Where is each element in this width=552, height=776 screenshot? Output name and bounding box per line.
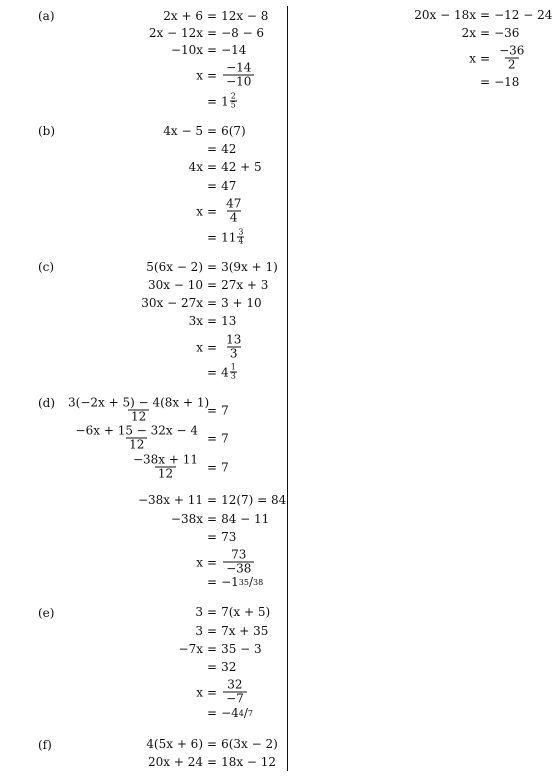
rhs-text: −14 [221, 43, 247, 57]
mixed-denominator: 38 [253, 577, 264, 587]
fraction [73, 425, 201, 452]
rhs-text: 6(7) [221, 124, 246, 138]
fraction [223, 198, 244, 225]
fraction-denominator: 3 [227, 347, 241, 361]
rhs-text: 6(3x − 2) [221, 737, 278, 751]
mixed-whole: 11 [221, 230, 237, 244]
rhs-text: 84 − 11 [221, 512, 270, 526]
lhs-text: 3 [195, 605, 203, 619]
rhs-text: 7x + 35 [221, 624, 269, 638]
equation-lhs [63, 260, 203, 274]
rhs-text: 12x − 8 [221, 9, 269, 23]
lhs-text: 2x − 12x [148, 26, 203, 40]
equation-lhs [63, 395, 210, 424]
equation-line [63, 296, 262, 310]
fraction-denominator: 12 [155, 467, 176, 481]
equation-line [63, 260, 278, 274]
equation-lhs [63, 737, 203, 751]
fraction [65, 397, 212, 424]
equation-rhs [494, 45, 529, 72]
mixed-number [221, 364, 237, 381]
equation-rhs [221, 403, 229, 417]
equals-sign: = [207, 431, 218, 445]
fraction-numerator: 1 [230, 362, 236, 372]
fraction-numerator: −6x + 15 − 32x − 4 [75, 423, 198, 438]
equation-lhs [63, 454, 203, 481]
equation-rhs [221, 642, 262, 656]
rhs-text: 12(7) = 84 [221, 493, 287, 507]
lhs-text: 30x − 27x [141, 296, 203, 310]
equals-sign: = [207, 142, 218, 156]
part-label: (c) [38, 260, 55, 274]
equation-line [63, 334, 246, 361]
lhs-text: 5(6x − 2) [146, 260, 203, 274]
equation-rhs [221, 364, 237, 381]
equation-line [336, 8, 552, 22]
equation-rhs [221, 660, 236, 674]
equation-line [63, 549, 256, 576]
fraction [223, 62, 254, 89]
equation-rhs [221, 260, 278, 274]
equation-lhs [63, 755, 203, 769]
equation-rhs [221, 142, 236, 156]
equation-line [63, 198, 246, 225]
equals-sign: = [480, 8, 491, 22]
equation-lhs [63, 160, 203, 174]
rhs-text: 18x − 12 [221, 755, 277, 769]
equation-rhs [221, 679, 249, 706]
mixed-numerator: 4 [238, 708, 244, 718]
rhs-text: 27x + 3 [221, 278, 269, 292]
equation-line [63, 660, 236, 674]
lhs-text: 4(5x + 6) [146, 737, 203, 751]
part-label: (b) [38, 124, 56, 138]
fraction-denominator: −10 [223, 75, 254, 89]
equation-rhs [221, 9, 268, 23]
rhs-text: 7 [221, 460, 229, 474]
equation-line [336, 26, 519, 40]
equals-sign: = [207, 340, 218, 354]
equals-sign: = [207, 605, 218, 619]
fraction-numerator: 73 [231, 547, 247, 562]
equals-sign: = [207, 555, 218, 569]
equation-rhs [221, 624, 268, 638]
fraction-numerator: 3(−2x + 5) − 4(8x + 1) [68, 395, 210, 410]
fraction-denominator: 4 [238, 236, 244, 246]
fraction-numerator: 2 [230, 91, 236, 101]
fraction-denominator: −7 [223, 692, 247, 706]
equation-rhs [221, 62, 256, 89]
equals-sign: = [207, 365, 218, 379]
mixed-whole: −4 [221, 706, 239, 720]
mixed-numerator: 35 [238, 577, 249, 587]
equation-line [63, 575, 263, 589]
equation-rhs [221, 93, 237, 110]
equation-line [63, 43, 246, 57]
lhs-text: 4x [188, 160, 203, 174]
rhs-text: 3 + 10 [221, 296, 262, 310]
equation-rhs [221, 43, 246, 57]
fraction-denominator: 3 [230, 371, 236, 381]
equation-lhs [63, 278, 203, 292]
fraction-denominator: 4 [227, 211, 241, 225]
equals-sign: = [207, 43, 218, 57]
mixed-number [221, 93, 237, 110]
equation-line [63, 179, 236, 193]
fraction-denominator: 12 [128, 410, 149, 424]
rhs-text: 42 + 5 [221, 160, 262, 174]
equation-rhs [221, 278, 268, 292]
lhs-text: −10x [170, 43, 203, 57]
fraction [496, 45, 527, 72]
rhs-text: −12 − 24 [494, 8, 552, 22]
lhs-text: 3x [188, 314, 203, 328]
equation-rhs [494, 8, 552, 22]
equation-lhs [63, 624, 203, 638]
part-label: (e) [38, 606, 55, 620]
equals-sign: = [207, 278, 218, 292]
equation-rhs [221, 493, 286, 507]
lhs-text: 30x − 10 [148, 278, 203, 292]
rhs-text: 7 [221, 431, 229, 445]
equation-rhs [221, 530, 236, 544]
equation-lhs [63, 555, 203, 569]
mixed-denominator: 7 [247, 708, 253, 718]
equation-rhs [221, 26, 264, 40]
fraction-slash: / [248, 575, 253, 589]
mixed-whole: 4 [221, 365, 229, 379]
equation-rhs [221, 605, 270, 619]
fraction [223, 679, 247, 706]
mixed-number [221, 706, 253, 720]
equation-lhs [63, 9, 203, 23]
equation-lhs [63, 642, 203, 656]
equation-lhs [63, 340, 203, 354]
equation-lhs [63, 425, 203, 452]
equals-sign: = [207, 530, 218, 544]
equation-rhs [494, 26, 519, 40]
mixed-whole: 1 [221, 94, 229, 108]
fraction [223, 334, 244, 361]
rhs-text: 7(x + 5) [221, 605, 271, 619]
equation-lhs [63, 512, 203, 526]
equals-sign: = [207, 179, 218, 193]
equation-line [336, 45, 529, 72]
fraction-numerator: −36 [499, 43, 525, 58]
lhs-text: −38x [170, 512, 203, 526]
lhs-text: x [196, 340, 203, 354]
equals-sign: = [207, 260, 218, 274]
equation-rhs [221, 460, 229, 474]
equation-line [63, 605, 270, 619]
fraction [230, 93, 237, 110]
fraction-denominator: 2 [505, 58, 519, 72]
lhs-text: 2x [461, 26, 476, 40]
equals-sign: = [207, 160, 218, 174]
equation-lhs [63, 685, 203, 699]
equation-lhs [63, 26, 203, 40]
fraction [230, 364, 237, 381]
equals-sign: = [207, 124, 218, 138]
equals-sign: = [207, 512, 218, 526]
equals-sign: = [207, 94, 218, 108]
equals-sign: = [207, 660, 218, 674]
equation-line [63, 642, 262, 656]
equation-rhs [221, 706, 253, 720]
equals-sign: = [207, 314, 218, 328]
equation-line [336, 75, 519, 89]
lhs-text: 2x + 6 [163, 9, 203, 23]
equation-rhs [221, 549, 256, 576]
equation-lhs [63, 204, 203, 218]
lhs-text: 3 [195, 624, 203, 638]
rhs-text: 13 [221, 314, 237, 328]
rhs-text: −36 [494, 26, 520, 40]
fraction-numerator: 3 [238, 227, 244, 237]
equation-rhs [221, 755, 276, 769]
rhs-text: 7 [221, 403, 229, 417]
equation-lhs [63, 493, 203, 507]
fraction-slash: / [243, 706, 248, 720]
equation-line [63, 93, 237, 110]
equals-sign: = [207, 9, 218, 23]
rhs-text: 42 [221, 142, 237, 156]
equation-line [63, 142, 236, 156]
equation-line [63, 9, 268, 23]
equation-line [63, 124, 246, 138]
fraction-numerator: −14 [226, 60, 252, 75]
equation-rhs [221, 512, 269, 526]
lhs-text: x [196, 555, 203, 569]
equation-line [63, 160, 262, 174]
mixed-number [221, 575, 263, 589]
column-divider [287, 6, 288, 771]
fraction-numerator: −38x + 11 [132, 452, 198, 467]
mixed-number [221, 229, 244, 246]
lhs-text: x [196, 204, 203, 218]
equation-line [63, 624, 268, 638]
fraction-denominator: 5 [230, 100, 236, 110]
equation-line [63, 278, 268, 292]
equation-line [63, 737, 278, 751]
equation-lhs [336, 26, 476, 40]
equation-line [63, 26, 264, 40]
equation-line [63, 314, 236, 328]
lhs-text: −38x + 11 [137, 493, 203, 507]
equals-sign: = [207, 68, 218, 82]
equation-lhs [63, 43, 203, 57]
equals-sign: = [207, 737, 218, 751]
fraction-denominator: 12 [126, 438, 147, 452]
part-label: (d) [38, 396, 56, 410]
equation-rhs [221, 124, 246, 138]
rhs-text: −8 − 6 [221, 26, 265, 40]
equation-lhs [63, 124, 203, 138]
equals-sign: = [207, 460, 218, 474]
fraction-numerator: 32 [227, 677, 243, 692]
equals-sign: = [207, 575, 218, 589]
equation-rhs [221, 160, 262, 174]
equation-lhs [63, 605, 203, 619]
fraction [223, 549, 254, 576]
equals-sign: = [480, 26, 491, 40]
equals-sign: = [207, 296, 218, 310]
equation-rhs [221, 575, 263, 589]
equation-line [63, 530, 236, 544]
mixed-whole: −1 [221, 575, 239, 589]
lhs-text: x [196, 685, 203, 699]
equals-sign: = [207, 624, 218, 638]
equation-line [63, 512, 269, 526]
equation-rhs [221, 198, 246, 225]
lhs-text: x [196, 68, 203, 82]
equals-sign: = [207, 755, 218, 769]
equation-line [63, 229, 244, 246]
equation-rhs [221, 179, 236, 193]
lhs-text: −7x [178, 642, 203, 656]
equation-rhs [221, 737, 278, 751]
fraction [237, 229, 244, 246]
equals-sign: = [207, 493, 218, 507]
rhs-text: 73 [221, 530, 237, 544]
lhs-text: 4x − 5 [163, 124, 203, 138]
equals-sign: = [207, 685, 218, 699]
rhs-text: 47 [221, 179, 237, 193]
equation-rhs [221, 431, 229, 445]
lhs-text: 20x + 24 [148, 755, 203, 769]
equals-sign: = [207, 706, 218, 720]
part-label: (a) [38, 9, 55, 23]
fraction-numerator: 47 [226, 196, 242, 211]
equation-line [63, 454, 229, 481]
equals-sign: = [480, 75, 491, 89]
rhs-text: 3(9x + 1) [221, 260, 278, 274]
equation-line [63, 706, 253, 720]
fraction [130, 454, 201, 481]
rhs-text: −18 [494, 75, 520, 89]
rhs-text: 32 [221, 660, 237, 674]
equation-rhs [494, 75, 519, 89]
equation-line [63, 755, 276, 769]
equation-lhs [63, 68, 203, 82]
part-label: (f) [38, 738, 52, 752]
equation-line [63, 425, 229, 452]
lhs-text: 20x − 18x [414, 8, 476, 22]
equation-line [63, 679, 249, 706]
equals-sign: = [207, 204, 218, 218]
fraction-numerator: 13 [226, 332, 242, 347]
equals-sign: = [207, 642, 218, 656]
equation-line [63, 493, 286, 507]
equals-sign: = [480, 51, 491, 65]
equation-line [63, 364, 237, 381]
fraction-denominator: −38 [223, 562, 254, 576]
equals-sign: = [207, 230, 218, 244]
equation-lhs [63, 314, 203, 328]
rhs-text: 35 − 3 [221, 642, 262, 656]
equals-sign: = [207, 403, 218, 417]
equation-rhs [221, 296, 262, 310]
equation-rhs [221, 334, 246, 361]
equation-line [63, 397, 229, 424]
equation-rhs [221, 229, 244, 246]
equation-lhs [336, 51, 476, 65]
equals-sign: = [207, 26, 218, 40]
equation-lhs [336, 8, 476, 22]
equation-line [63, 62, 256, 89]
equation-lhs [63, 296, 203, 310]
equation-rhs [221, 314, 236, 328]
lhs-text: x [469, 51, 476, 65]
